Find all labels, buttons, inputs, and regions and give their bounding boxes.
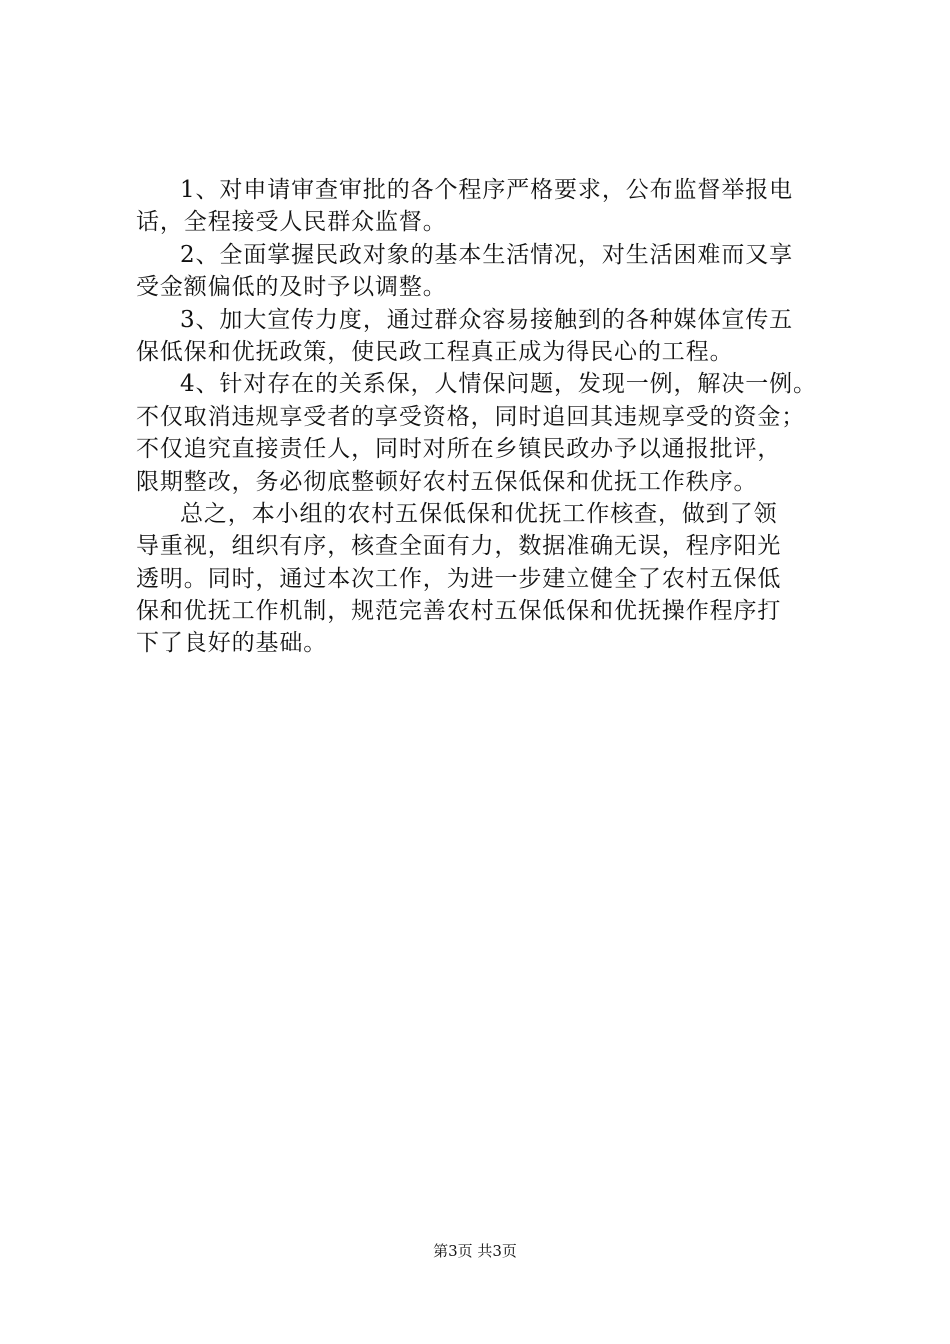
paragraph-5-line-1: 总之，本小组的农村五保低保和优抚工作核查，做到了领	[180, 500, 778, 527]
page-number-label: 第3页 共3页	[433, 1242, 517, 1260]
paragraph-3-line-2: 保低保和优抚政策，使民政工程真正成为得民心的工程。	[136, 338, 734, 365]
paragraph-4-line-2: 不仅取消违规享受者的享受资格，同时追回其违规享受的资金；	[136, 403, 806, 430]
paragraph-1-line-2: 话，全程接受人民群众监督。	[136, 209, 447, 236]
paragraph-2-line-2: 受金额偏低的及时予以调整。	[136, 274, 447, 301]
document-body	[136, 174, 836, 660]
paragraph-4-line-1: 4、针对存在的关系保，人情保问题，发现一例，解决一例。	[180, 371, 817, 398]
page-footer	[0, 1241, 950, 1261]
paragraph-5-line-4: 保和优抚工作机制，规范完善农村五保低保和优抚操作程序打	[136, 598, 782, 625]
paragraph-3-line-1: 3、加大宣传力度，通过群众容易接触到的各种媒体宣传五	[180, 306, 794, 333]
paragraph-4-line-3: 不仅追究直接责任人，同时对所在乡镇民政办予以通报批评，	[136, 436, 782, 463]
paragraph-5-line-3: 透明。同时，通过本次工作，为进一步建立健全了农村五保低	[136, 565, 782, 592]
paragraph-5-line-2: 导重视，组织有序，核查全面有力，数据准确无误，程序阳光	[136, 533, 782, 560]
paragraph-4-line-4: 限期整改，务必彻底整顿好农村五保低保和优抚工作秩序。	[136, 468, 758, 495]
paragraph-1-line-1: 1、对申请审查审批的各个程序严格要求，公布监督举报电	[180, 177, 794, 203]
paragraph-2-line-1: 2、全面掌握民政对象的基本生活情况，对生活困难而又享	[180, 241, 794, 268]
paragraph-5-line-5: 下了良好的基础。	[136, 630, 328, 657]
